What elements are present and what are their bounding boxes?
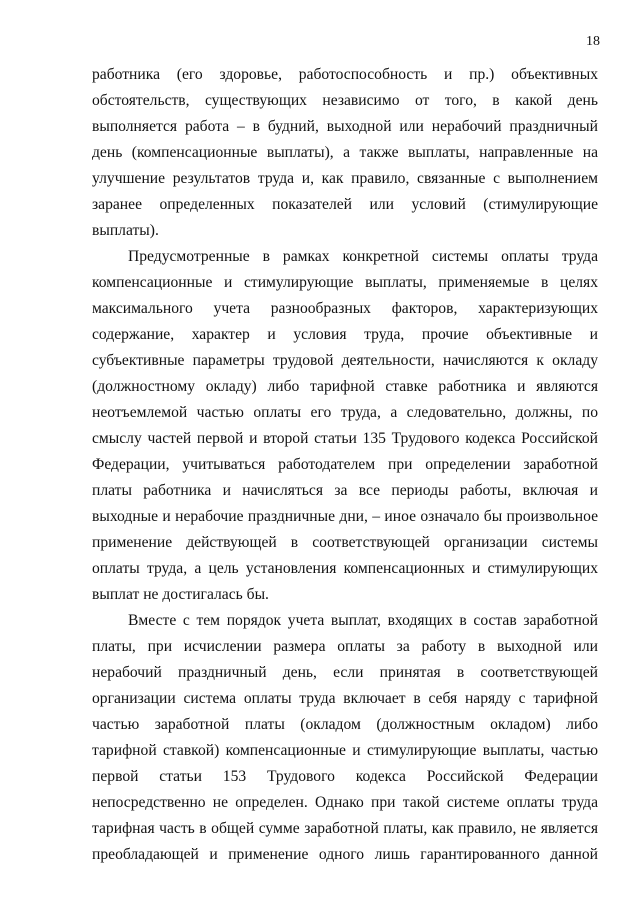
- text-line: Вместе с тем порядок учета выплат, входящих в состав заработной: [128, 612, 598, 629]
- text-line: организации система оплаты труда включает в себя наряду с тарифной: [92, 690, 598, 707]
- text-line: день (компенсационные выплаты), а также выплаты, направленные на: [92, 144, 598, 161]
- text-line: платы работника и начисляться за все периоды работы, включая и: [92, 482, 598, 499]
- text-line: неотъемлемой частью оплаты его труда, а следовательно, должны, по: [92, 404, 598, 421]
- text-line: смыслу частей первой и второй статьи 135 Трудового кодекса Российской: [92, 430, 598, 447]
- text-line: содержание, характер и условия труда, прочие объективные и: [92, 326, 598, 343]
- text-line: тарифной ставкой) компенсационные и стимулирующие выплаты, частью: [92, 742, 598, 759]
- text-line: нерабочий праздничный день, если принятая в соответствующей: [92, 664, 598, 681]
- text-line: Предусмотренные в рамках конкретной системы оплаты труда: [128, 248, 598, 265]
- text-line: обстоятельств, существующих независимо от того, в какой день: [92, 92, 598, 109]
- text-line: выходные и нерабочие праздничные дни, – иное означало бы произвольное: [92, 508, 598, 525]
- page-number: 18: [586, 34, 600, 49]
- text-line: субъективные параметры трудовой деятельности, начисляются к окладу: [92, 352, 598, 369]
- text-line: работника (его здоровье, работоспособность и пр.) объективных: [92, 66, 598, 83]
- text-line: улучшение результатов труда и, как правило, связанные с выполнением: [92, 170, 598, 187]
- text-line: непосредственно не определен. Однако при такой системе оплаты труда: [92, 794, 598, 811]
- text-line: платы, при исчислении размера оплаты за работу в выходной или: [92, 638, 598, 655]
- paragraph-1: [92, 62, 598, 244]
- text-line: тарифная часть в общей сумме заработной платы, как правило, не является: [92, 820, 598, 837]
- text-line: компенсационные и стимулирующие выплаты, применяемые в целях: [92, 274, 598, 291]
- text-line: первой статьи 153 Трудового кодекса Российской Федерации: [92, 768, 598, 785]
- text-line: выполняется работа – в будний, выходной или нерабочий праздничный: [92, 118, 598, 135]
- text-line: оплаты труда, а цель установления компенсационных и стимулирующих: [92, 560, 598, 577]
- text-line: максимального учета разнообразных факторов, характеризующих: [92, 300, 598, 317]
- text-line: заранее определенных показателей или условий (стимулирующие: [92, 196, 598, 213]
- text-line: выплаты).: [92, 222, 159, 239]
- text-line: частью заработной платы (окладом (должностным окладом) либо: [92, 716, 598, 733]
- text-line: Федерации, учитываться работодателем при определении заработной: [92, 456, 598, 473]
- paragraph-3: [92, 608, 598, 868]
- text-line: преобладающей и применение одного лишь гарантированного данной: [92, 846, 598, 863]
- text-line: (должностному окладу) либо тарифной ставке работника и являются: [92, 378, 598, 395]
- text-line: применение действующей в соответствующей организации системы: [92, 534, 598, 551]
- body-text: [92, 62, 598, 868]
- paragraph-2: [92, 244, 598, 608]
- text-line: выплат не достигалась бы.: [92, 586, 269, 603]
